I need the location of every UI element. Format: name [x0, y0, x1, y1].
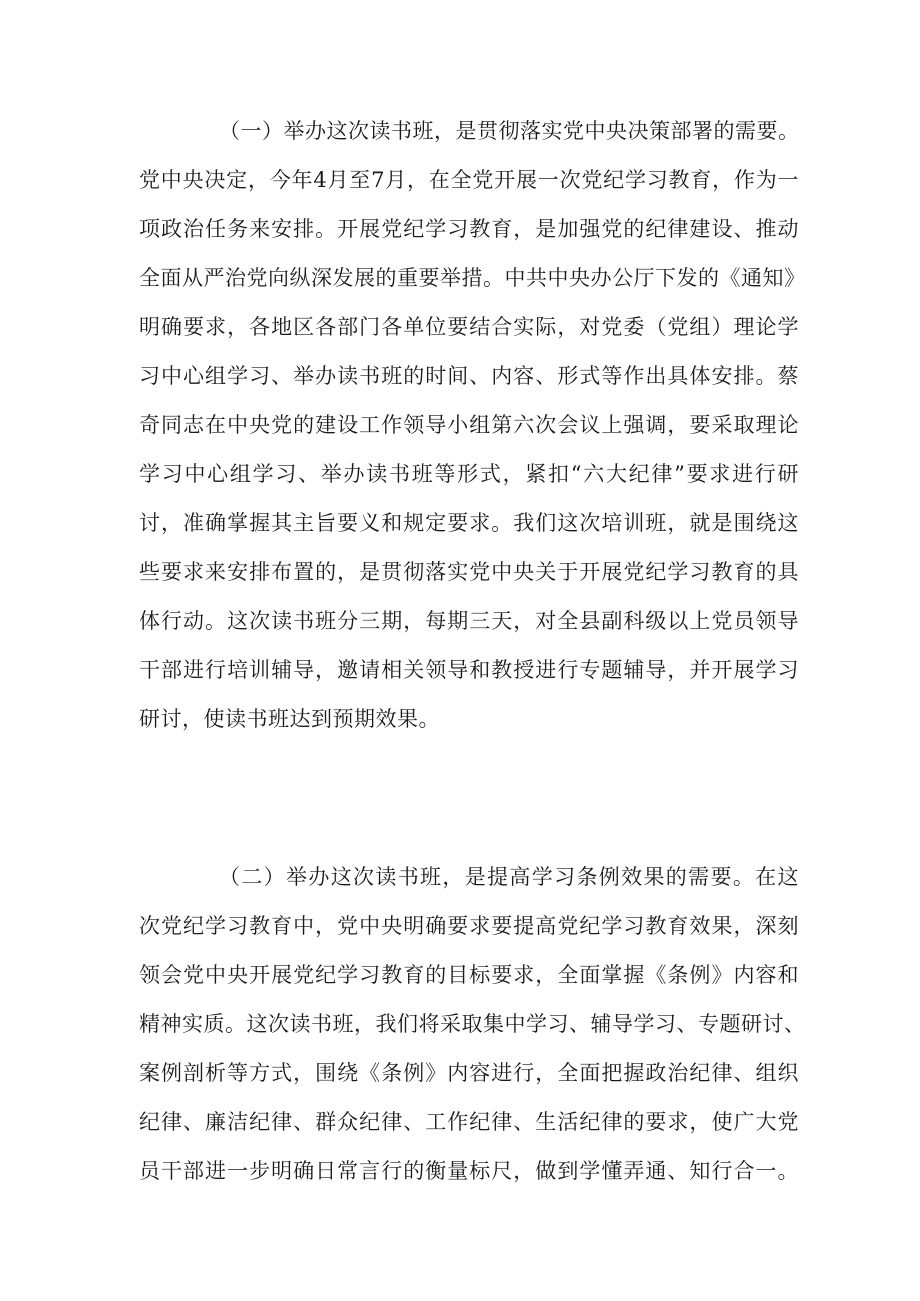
paragraph-line: 精神实质。这次读书班，我们将采取集中学习、辅导学习、专题研讨、 [139, 1012, 806, 1036]
paragraph-line: 些要求来安排布置的，是贯彻落实党中央关于开展党纪学习教育的具 [139, 560, 799, 584]
paragraph-line: 明确要求，各地区各部门各单位要结合实际，对党委（党组）理论学 [139, 315, 799, 339]
paragraph-line: 研讨，使读书班达到预期效果。 [139, 707, 440, 731]
paragraph-line: 奇同志在中央党的建设工作领导小组第六次会议上强调，要采取理论 [139, 413, 799, 437]
paragraph-line: 全面从严治党向纵深发展的重要举措。中共中央办公厅下发的《通知》 [139, 266, 806, 290]
paragraph-line: 次党纪学习教育中，党中央明确要求要提高党纪学习教育效果，深刻 [139, 914, 799, 938]
paragraph-line: 习中心组学习、举办读书班的时间、内容、形式等作出具体安排。蔡 [139, 364, 799, 388]
paragraph-line: 学习中心组学习、举办读书班等形式，紧扣“六大纪律”要求进行研 [139, 462, 799, 486]
paragraph-line: 员干部进一步明确日常言行的衡量标尺，做到学懂弄通、知行合一。 [139, 1159, 799, 1183]
paragraph-line: （一）举办这次读书班，是贯彻落实党中央决策部署的需要。 [219, 119, 800, 143]
paragraph-line: 干部进行培训辅导，邀请相关领导和教授进行专题辅导，并开展学习 [139, 658, 799, 682]
paragraph-line: 案例剖析等方式，围绕《条例》内容进行，全面把握政治纪律、组织 [139, 1061, 799, 1085]
paragraph-line: 项政治任务来安排。开展党纪学习教育，是加强党的纪律建设、推动 [139, 217, 799, 241]
paragraph-line: 党中央决定，今年4月至7月，在全党开展一次党纪学习教育，作为一 [139, 168, 799, 192]
paragraph-line: 领会党中央开展党纪学习教育的目标要求，全面掌握《条例》内容和 [139, 963, 799, 987]
paragraph-line: 讨，准确掌握其主旨要义和规定要求。我们这次培训班，就是围绕这 [139, 511, 799, 535]
paragraph-line: 纪律、廉洁纪律、群众纪律、工作纪律、生活纪律的要求，使广大党 [139, 1110, 799, 1134]
paragraph-line: 体行动。这次读书班分三期，每期三天，对全县副科级以上党员领导 [139, 609, 799, 633]
paragraph-line: （二）举办这次读书班，是提高学习条例效果的需要。在这 [219, 865, 799, 889]
